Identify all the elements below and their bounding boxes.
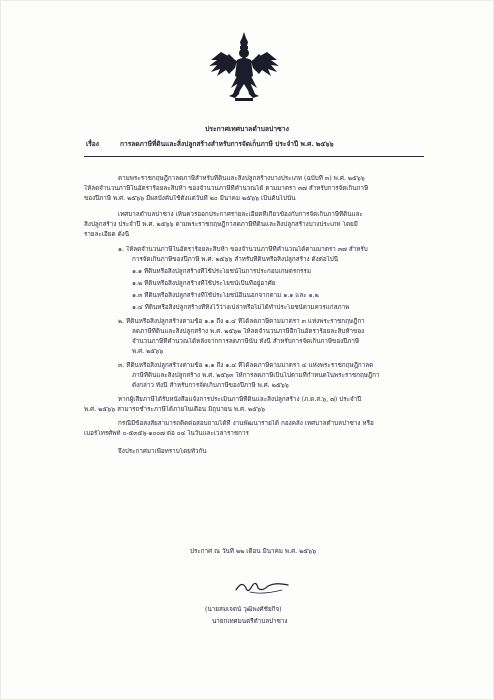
list-item: ๒. ที่ดินหรือสิ่งปลูกสร้างตามข้อ ๑.๑ ถึง ๑.๔ ที่ได้ลดภาษีตามมาตรา ๓ แห่งพระราชกฤษฎีกา bbox=[118, 318, 365, 325]
body-line: ให้ลดจำนวนภาษีในอัตราร้อยละสิบห้า ของจำนวนภาษีที่คำนวณได้ ตามมาตรา ๓๗ สำหรับการจัดเก็บภาษี bbox=[84, 185, 369, 192]
list-item: พ.ศ. ๒๕๖๖ bbox=[132, 348, 164, 355]
sub-list-item: ๑.๒ ที่ดินหรือสิ่งปลูกสร้างที่ใช้ประโยชน์เป็นที่อยู่อาศัย bbox=[132, 280, 276, 287]
date-line: ประกาศ ณ วันที่ ๒๒ เดือน มีนาคม พ.ศ. ๒๕๖๖ bbox=[190, 548, 316, 555]
list-item: ลดภาษีที่ดินและสิ่งปลูกสร้าง พ.ศ. ๒๕๖๒ ให้ลดจำนวนภาษีอีกในอัตราร้อยละสิบห้าของ bbox=[132, 328, 365, 335]
body-line: พ.ศ. ๒๕๖๖ สามารถชำระภาษีได้ภายในเดือน มิถุนายน พ.ศ. ๒๕๖๖ bbox=[84, 406, 265, 413]
sub-list-item: ๑.๑ ที่ดินหรือสิ่งปลูกสร้างที่ใช้ประโยชน์ในการประกอบเกษตรกรรม bbox=[132, 268, 311, 275]
body-line: หากผู้เสียภาษีได้รับหนังสือแจ้งการประเมินภาษีที่ดินและสิ่งปลูกสร้าง (ภ.ด.ส.๖, ๗) ประจำปี bbox=[118, 396, 362, 403]
body-line: กรณีมีข้อสงสัยสามารถติดต่อสอบถามได้ที่ งานพัฒนารายได้ กองคลัง เทศบาลตำบลปาซาง หรือ bbox=[118, 420, 374, 427]
sub-list-item: ๑.๔ ที่ดินหรือสิ่งปลูกสร้างที่ทิ้งไว้ว่างเปล่าหรือไม่ได้ทำประโยชน์ตามควรแก่สภาพ bbox=[132, 304, 350, 311]
list-item: ดังกล่าว ทั้งนี้ สำหรับการจัดเก็บภาษีของปีภาษี พ.ศ. ๒๕๖๖ bbox=[132, 382, 289, 389]
org-title: ประกาศเทศบาลตำบลปาซาง bbox=[205, 125, 289, 133]
body-line: รายละเอียด ดังนี้ bbox=[84, 231, 130, 238]
list-item: ๓. ที่ดินหรือสิ่งปลูกสร้างตามข้อ ๑.๑ ถึง ๑.๔ ที่ได้ลดภาษีตามมาตรา ๔ แห่งพระราชกฤษฎีกาลด bbox=[118, 362, 374, 369]
list-item: ภาษีที่ดินและสิ่งปลูกสร้าง พ.ศ. ๒๕๖๓ ให้การลดภาษีเป็นไปตามที่กำหนดในพระราชกฤษฎีกา bbox=[132, 372, 380, 379]
body-line: สิ่งปลูกสร้าง ประจำปี พ.ศ. ๒๕๖๖ ตามพระราชกฤษฎีกาลดภาษีที่ดินและสิ่งปลูกสร้างบางประเภท โดยมี bbox=[84, 221, 358, 228]
signature-icon bbox=[232, 576, 292, 598]
body-line: ตามพระราชกฤษฎีกาลดภาษีสำหรับที่ดินและสิ่งปลูกสร้างบางประเภท (ฉบับที่ ๓) พ.ศ. ๒๕๖๖ bbox=[118, 175, 365, 182]
sub-list-item: ๑.๓ ที่ดินหรือสิ่งปลูกสร้างที่ใช้ประโยชน์อื่นนอกจากตาม ๑.๑ และ ๑.๒ bbox=[132, 292, 319, 299]
signer-name: (นายสมเจตน์ วุฒิพงศ์ชัยกิจ) bbox=[205, 606, 282, 613]
body-line: ของปีภาษี พ.ศ. ๒๕๖๖ มีผลบังคับใช้ตั้งแต่วันที่ ๒๐ มีนาคม ๒๕๖๖ เป็นต้นไปนั้น bbox=[84, 195, 296, 202]
signer-title: นายกเทศมนตรีตำบลปาซาง bbox=[212, 618, 288, 625]
list-item: ๑. ให้ลดจำนวนภาษีในอัตราร้อยละสิบห้า ของจำนวนภาษีที่คำนวณได้ตามมาตรา ๓๗ สำหรับ bbox=[118, 246, 368, 253]
body-line: เทศบาลตำบลปาซาง เห็นควรออกประกาศรายละเอียดที่เกี่ยวข้องกับการจัดเก็บภาษีที่ดินและ bbox=[118, 211, 363, 218]
garuda-emblem-icon bbox=[207, 30, 281, 106]
closing-line: จึงประกาศมาเพื่อทราบโดยทั่วกัน bbox=[118, 448, 207, 455]
subject-text: การลดภาษีที่ดินและสิ่งปลูกสร้างสำหรับการจัดเก็บภาษี ประจำปี พ.ศ. ๒๕๖๖ bbox=[120, 140, 334, 148]
subject-label: เรื่อง bbox=[86, 140, 99, 148]
list-item: จำนวนภาษีที่คำนวณได้หลังจากการลดภาษีนั้น ทั้งนี้ สำหรับการจัดเก็บภาษีของปีภาษี bbox=[132, 338, 360, 345]
header-divider bbox=[84, 156, 424, 157]
body-line: เบอร์โทรศัพท์ ๐-๕๓๕๖-๑๐๐๗ ต่อ ๐๔ ในวันและเวลาราชการ bbox=[84, 430, 249, 437]
list-item: การจัดเก็บภาษีของปีภาษี พ.ศ. ๒๕๖๖ สำหรับที่ดินหรือสิ่งปลูกสร้าง ดังต่อไปนี้ bbox=[132, 256, 339, 263]
